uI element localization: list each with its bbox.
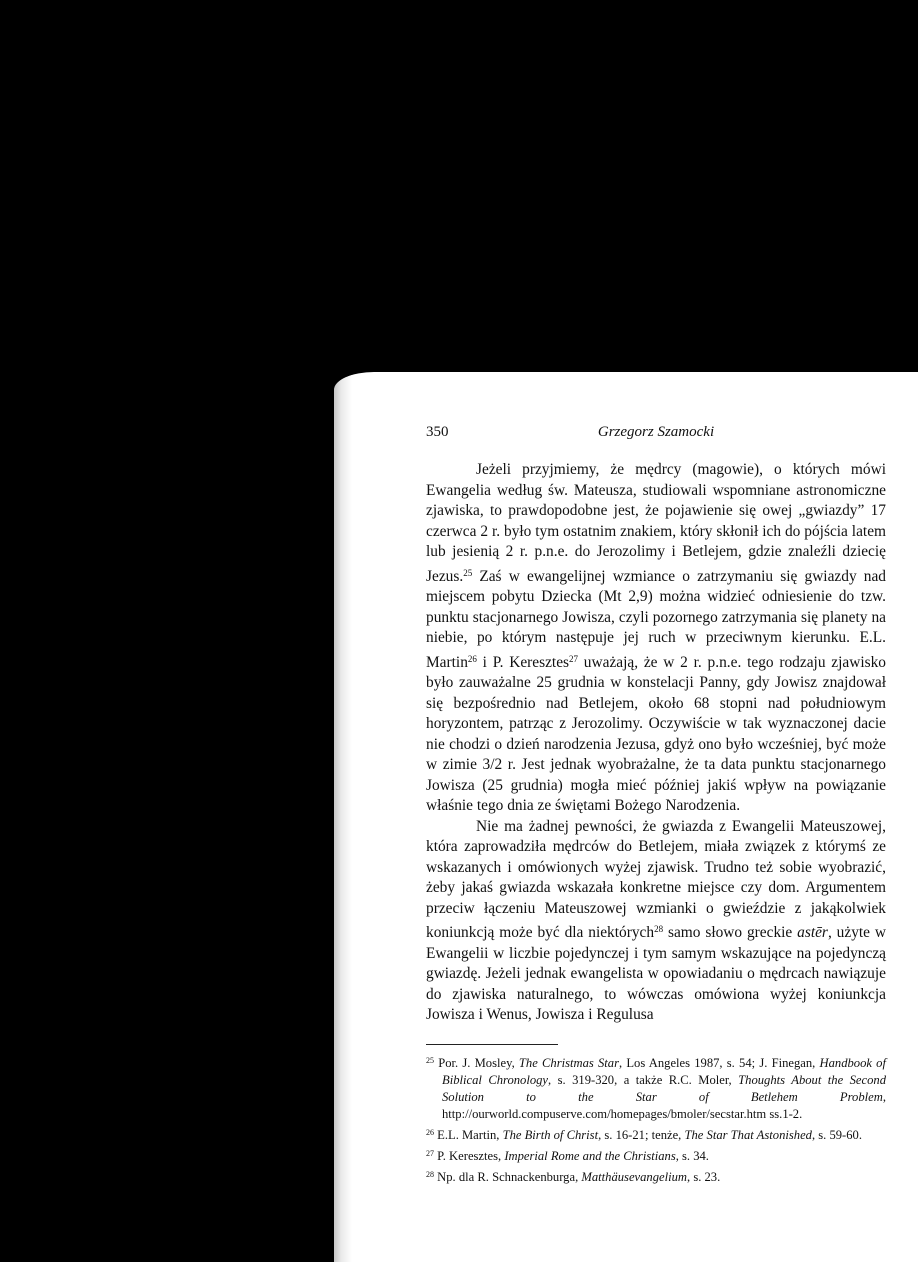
footnote-title: Thoughts About the Second Solution to the Star of Betlehem Problem xyxy=(442,1073,886,1104)
body-text xyxy=(426,460,886,1026)
footnote-text: , s. 59-60. xyxy=(811,1128,862,1142)
paragraph-1-text-a: Jeżeli przyjmiemy, że mędrcy (magowie), o których mówi Ewangelia według św. Mateusza, studiowali wspomniane astronomiczne zjawiska, to prawdopodobne jest, że pojawienie się owej „gwiazdy” 17 czerwca 2 r. było tym ostatnim znakiem, który skłonił ich do pójścia latem lub jesienią 2 r. p.n.e. do Jerozolimy i Betlejem, gdzie znaleźli dziecię Jezus. xyxy=(426,461,886,585)
footnote-text: , s. 34. xyxy=(675,1149,709,1163)
footnote-title: Matthäusevangelium xyxy=(581,1170,688,1184)
footnote-title: The Christmas Star xyxy=(518,1056,620,1070)
footnote-separator xyxy=(426,1044,558,1045)
footnote-number: 25 xyxy=(426,1056,434,1065)
paragraph-2-text-c: , użyte w Ewangelii w liczbie pojedynczej i tym samym wskazujące na pojedynczą gwiazdę. Jeżeli jednak ewangelista w opowiadaniu o mędrcach nawiązuje do zjawiska naturalnego, to wówczas omówiona wyżej koniunkcja Jowisza i Wenus, Jowisza i Regulusa xyxy=(426,924,886,1023)
page-curl-shadow xyxy=(334,372,352,1262)
footnote-number: 28 xyxy=(426,1170,434,1179)
footnote-ref-25: 25 xyxy=(463,567,473,578)
paragraph-2 xyxy=(426,817,886,1026)
page-header xyxy=(426,424,886,446)
footnotes xyxy=(426,1052,886,1187)
footnote-ref-28: 28 xyxy=(654,924,664,934)
paragraph-1-text-c: i P. Keresztes xyxy=(476,653,570,671)
footnote-text: , s. 16-21; tenże, xyxy=(598,1128,685,1142)
footnote-text: , s. 23. xyxy=(687,1170,721,1184)
footnote-title: Imperial Rome and the Christians xyxy=(504,1149,676,1163)
running-head-author: Grzegorz Szamocki xyxy=(597,424,715,440)
footnote-text: Np. dla R. Schnackenburga, xyxy=(437,1170,582,1184)
paragraph-1-text-d: uważają, że w 2 r. p.n.e. tego rodzaju zjawisko było zauważalne 25 grudnia w konstelacji Panny, gdy Jowisz znajdował się bezpośrednio nad Betlejem, około 68 stopni nad południowym horyzontem, patrząc z Jerozolimy. Oczywiście w tak wyznaczonej dacie nie chodzi o dzień narodzenia Jezusa, gdyż ono było wcześniej, być może w zimie 3/2 r. Jest jednak wyobrażalne, że ta data punktu stacjonarnego Jowisza (25 grudnia) mogła mieć później jakiś wpływ na powiązanie właśnie tego dnia ze świętami Bożego Narodzenia. xyxy=(426,653,887,814)
greek-word-aster: astēr xyxy=(797,924,828,941)
footnote-title: Handbook of Biblical Chronology xyxy=(442,1056,886,1087)
paragraph-2-text-a: Nie ma żadnej pewności, że gwiazda z Ewangelii Mateuszowej, która zaprowadziła mędrców do Betlejem, miała związek z którymś ze wskazanych i omówionych wyżej zjawisk. Trudno też sobie wyobrazić, żeby jakaś gwiazda wskazała konkretne miejsce czy dom. Argumentem przeciw łączeniu Mateuszowej wzmianki o gwieździe z jakąkolwiek koniunkcją może być dla niektórych xyxy=(426,817,886,941)
paragraph-2-text-b: samo słowo greckie xyxy=(663,924,798,941)
footnote-text: , s. 319-320, a także R.C. Moler, xyxy=(548,1073,739,1087)
page-number: 350 xyxy=(426,424,449,440)
footnote-ref-27: 27 xyxy=(569,653,579,664)
footnote-title: The Star That Astonished xyxy=(684,1128,812,1142)
footnote-27 xyxy=(426,1145,886,1165)
footnote-text: P. Keresztes, xyxy=(437,1149,505,1163)
footnote-text: E.L. Martin, xyxy=(437,1128,503,1142)
footnote-ref-26: 26 xyxy=(467,653,477,664)
paragraph-1 xyxy=(426,460,886,817)
paragraph-1-text-b: Zaś w ewangelijnej wzmiance o zatrzymaniu się gwiazdy nad miejscem pobytu Dziecka (Mt 2,9) można widzieć odniesienie do tzw. punktu stacjonarnego Jowisza, czyli pozornego zatrzymania się planety na niebie, po którym następuje jej ruch w przeciwnym kierunku. E.L. Martin xyxy=(426,567,886,671)
footnote-text: Por. J. Mosley, xyxy=(438,1056,519,1070)
footnote-number: 26 xyxy=(426,1128,434,1137)
footnote-text: , http://ourworld.compuserve.com/homepages/bmoler/secstar.htm ss.1-2. xyxy=(442,1090,886,1121)
footnote-title: The Birth of Christ xyxy=(502,1128,599,1142)
footnote-26 xyxy=(426,1124,886,1144)
footnote-number: 27 xyxy=(426,1149,434,1158)
footnote-25 xyxy=(426,1052,886,1123)
footnote-28 xyxy=(426,1166,886,1186)
footnote-text: , Los Angeles 1987, s. 54; J. Finegan, xyxy=(619,1056,820,1070)
